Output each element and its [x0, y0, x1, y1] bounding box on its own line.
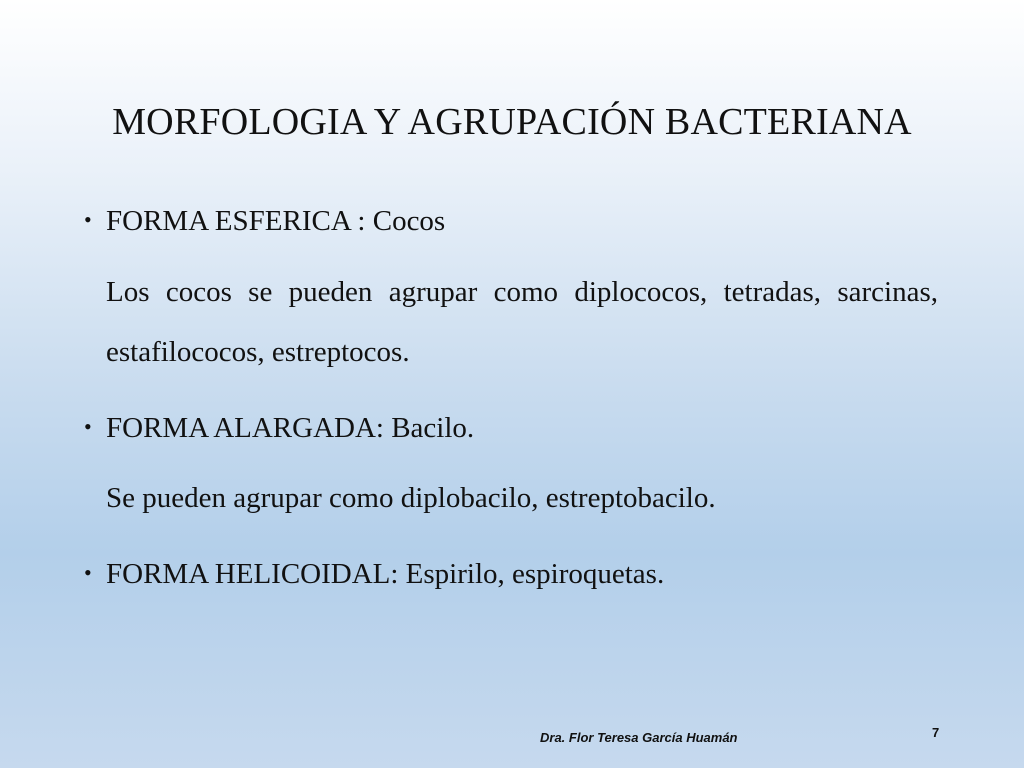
- bullet-heading-elongated: FORMA ALARGADA: Bacilo.: [106, 412, 475, 444]
- bullet-item-spherical: [84, 202, 445, 239]
- bullet-icon: •: [84, 414, 92, 439]
- bullet-heading-spherical: FORMA ESFERICA : Cocos: [106, 205, 446, 237]
- page-number: 7: [932, 725, 940, 740]
- bullet-item-helical: [84, 555, 664, 592]
- bullet-icon: •: [84, 560, 92, 585]
- footer-author: Dra. Flor Teresa García Huamán: [540, 730, 738, 745]
- slide-title: MORFOLOGIA Y AGRUPACIÓN BACTERIANA: [112, 101, 912, 143]
- paragraph-spherical-grouping: Los cocos se pueden agrupar como diplococos, tetradas, sarcinas, estafilococos, estreptocos.: [106, 276, 938, 368]
- bullet-item-elongated: [84, 409, 474, 446]
- bullet-icon: •: [84, 207, 92, 232]
- paragraph-elongated-grouping: Se pueden agrupar como diplobacilo, estreptobacilo.: [106, 482, 716, 514]
- bullet-heading-helical: FORMA HELICOIDAL: Espirilo, espiroquetas.: [106, 558, 665, 590]
